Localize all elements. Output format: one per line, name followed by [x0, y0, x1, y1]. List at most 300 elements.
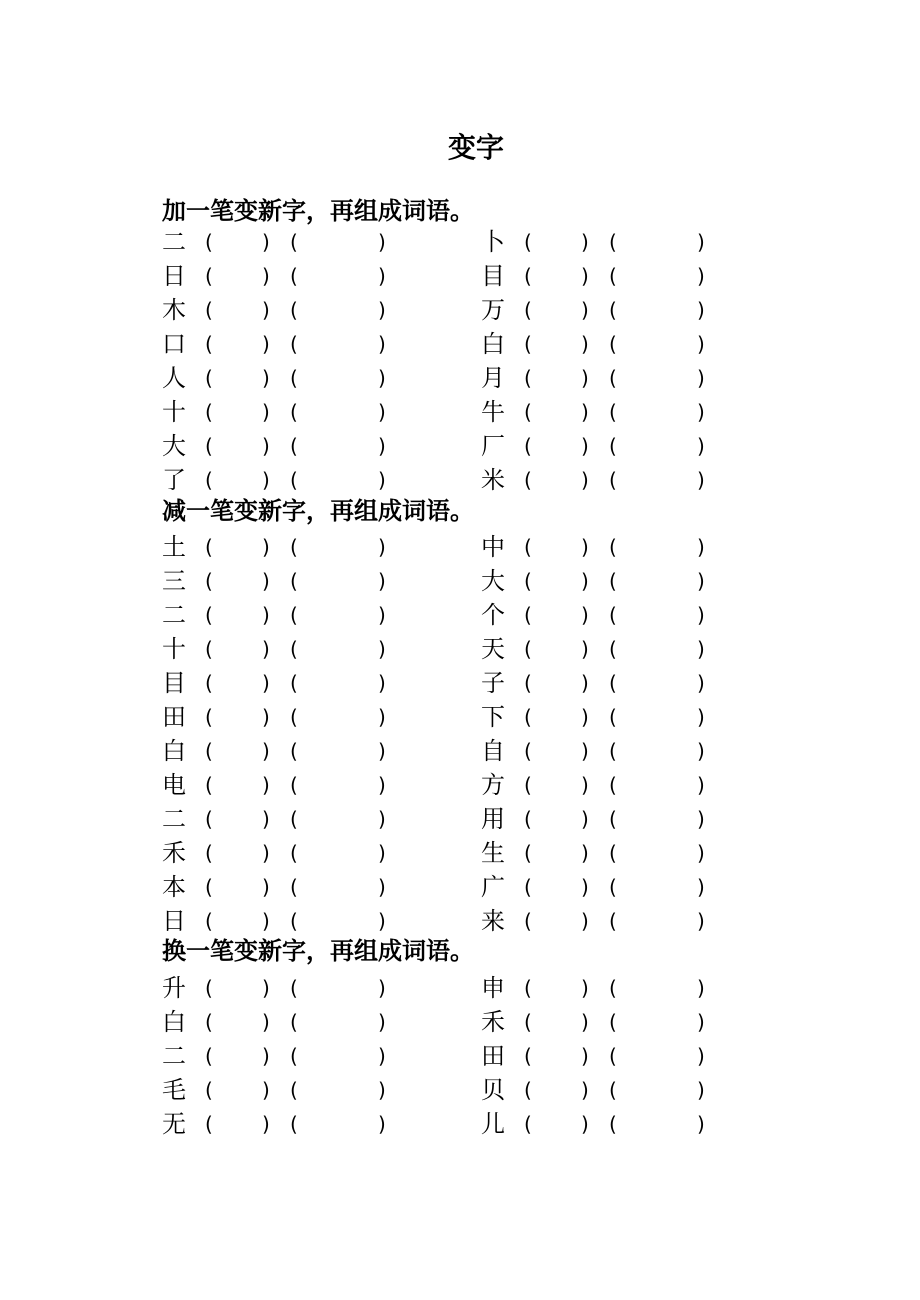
exercise-row: [162, 1107, 722, 1141]
new-character-blank-open[interactable]: (: [205, 909, 213, 933]
new-character-blank-open[interactable]: (: [524, 875, 532, 899]
word-blank-open[interactable]: (: [609, 400, 617, 424]
exercise-item: [162, 327, 462, 361]
exercise-item: [481, 904, 781, 938]
new-character-blank-close[interactable]: ): [262, 739, 270, 763]
word-blank-close[interactable]: ): [378, 603, 386, 627]
exercise-item: [481, 429, 781, 463]
source-character: 个: [481, 601, 505, 629]
new-character-blank-open[interactable]: (: [524, 603, 532, 627]
word-blank-open[interactable]: (: [290, 773, 298, 797]
word-blank-close[interactable]: ): [378, 909, 386, 933]
new-character-blank-open[interactable]: (: [524, 400, 532, 424]
new-character-blank-close[interactable]: ): [581, 1010, 589, 1034]
exercise-item: [162, 530, 462, 564]
exercise-item: [162, 429, 462, 463]
new-character-blank-close[interactable]: ): [581, 1112, 589, 1136]
word-blank-open[interactable]: (: [290, 909, 298, 933]
word-blank-close[interactable]: ): [697, 671, 705, 695]
word-blank-close[interactable]: ): [697, 1078, 705, 1102]
new-character-blank-open[interactable]: (: [205, 671, 213, 695]
word-blank-close[interactable]: ): [378, 739, 386, 763]
word-blank-open[interactable]: (: [609, 230, 617, 254]
new-character-blank-open[interactable]: (: [205, 773, 213, 797]
new-character-blank-open[interactable]: (: [524, 434, 532, 458]
word-blank-open[interactable]: (: [290, 264, 298, 288]
exercise-item: [162, 225, 462, 259]
word-blank-close[interactable]: ): [697, 603, 705, 627]
word-blank-open[interactable]: (: [290, 400, 298, 424]
new-character-blank-open[interactable]: (: [205, 1078, 213, 1102]
word-blank-open[interactable]: (: [290, 739, 298, 763]
word-blank-open[interactable]: (: [290, 434, 298, 458]
new-character-blank-close[interactable]: ): [581, 976, 589, 1000]
source-character: 卜: [481, 228, 505, 256]
exercise-row: [162, 293, 722, 327]
new-character-blank-open[interactable]: (: [205, 1010, 213, 1034]
exercise-item: [481, 632, 781, 666]
word-blank-open[interactable]: (: [290, 705, 298, 729]
word-blank-open[interactable]: (: [290, 230, 298, 254]
word-blank-open[interactable]: (: [609, 705, 617, 729]
new-character-blank-close[interactable]: ): [581, 535, 589, 559]
source-character: 方: [481, 771, 505, 799]
source-character: 十: [162, 635, 186, 663]
new-character-blank-close[interactable]: ): [581, 603, 589, 627]
word-blank-open[interactable]: (: [609, 807, 617, 831]
exercise-item: [162, 463, 462, 497]
word-blank-close[interactable]: ): [697, 569, 705, 593]
new-character-blank-close[interactable]: ): [581, 230, 589, 254]
new-character-blank-close[interactable]: ): [581, 909, 589, 933]
source-character: 日: [162, 907, 186, 935]
new-character-blank-close[interactable]: ): [262, 400, 270, 424]
new-character-blank-open[interactable]: (: [524, 230, 532, 254]
word-blank-close[interactable]: ): [378, 1112, 386, 1136]
exercise-row: [162, 904, 722, 938]
new-character-blank-close[interactable]: ): [262, 569, 270, 593]
exercise-row: [162, 564, 722, 598]
word-blank-open[interactable]: (: [290, 1044, 298, 1068]
word-blank-close[interactable]: ): [697, 1044, 705, 1068]
word-blank-close[interactable]: ): [697, 909, 705, 933]
word-blank-open[interactable]: (: [609, 569, 617, 593]
word-blank-open[interactable]: (: [290, 807, 298, 831]
word-blank-close[interactable]: ): [697, 705, 705, 729]
word-blank-open[interactable]: (: [609, 434, 617, 458]
exercise-item: [481, 1005, 781, 1039]
word-blank-close[interactable]: ): [378, 1044, 386, 1068]
new-character-blank-close[interactable]: ): [262, 1044, 270, 1068]
source-character: 无: [162, 1110, 186, 1138]
source-character: 贝: [481, 1076, 505, 1104]
source-character: 中: [481, 533, 505, 561]
word-blank-open[interactable]: (: [609, 637, 617, 661]
word-blank-open[interactable]: (: [290, 332, 298, 356]
exercise-row: [162, 463, 722, 497]
exercise-row: [162, 429, 722, 463]
word-blank-close[interactable]: ): [378, 671, 386, 695]
new-character-blank-open[interactable]: (: [524, 569, 532, 593]
word-blank-open[interactable]: (: [609, 603, 617, 627]
word-blank-close[interactable]: ): [697, 1010, 705, 1034]
word-blank-open[interactable]: (: [609, 468, 617, 492]
word-blank-close[interactable]: ): [378, 298, 386, 322]
source-character: 电: [162, 771, 186, 799]
exercise-row: [162, 870, 722, 904]
new-character-blank-close[interactable]: ): [262, 1010, 270, 1034]
new-character-blank-open[interactable]: (: [205, 705, 213, 729]
source-character: 自: [481, 737, 505, 765]
new-character-blank-close[interactable]: ): [262, 875, 270, 899]
word-blank-close[interactable]: ): [697, 976, 705, 1000]
new-character-blank-open[interactable]: (: [205, 637, 213, 661]
new-character-blank-open[interactable]: (: [524, 1078, 532, 1102]
exercise-item: [162, 259, 462, 293]
exercise-item: [481, 1039, 781, 1073]
word-blank-open[interactable]: (: [290, 671, 298, 695]
new-character-blank-close[interactable]: ): [262, 705, 270, 729]
exercise-item: [481, 1107, 781, 1141]
exercise-item: [481, 293, 781, 327]
new-character-blank-open[interactable]: (: [524, 1044, 532, 1068]
exercise-item: [162, 395, 462, 429]
exercise-row: [162, 971, 722, 1005]
source-character: 白: [162, 737, 186, 765]
exercise-row: [162, 327, 722, 361]
new-character-blank-close[interactable]: ): [581, 637, 589, 661]
exercise-row: [162, 1005, 722, 1039]
source-character: 来: [481, 907, 505, 935]
word-blank-close[interactable]: ): [697, 739, 705, 763]
word-blank-close[interactable]: ): [697, 468, 705, 492]
word-blank-open[interactable]: (: [290, 535, 298, 559]
word-blank-open[interactable]: (: [609, 976, 617, 1000]
exercise-item: [481, 700, 781, 734]
new-character-blank-open[interactable]: (: [205, 535, 213, 559]
new-character-blank-open[interactable]: (: [205, 298, 213, 322]
exercise-item: [481, 734, 781, 768]
new-character-blank-close[interactable]: ): [581, 332, 589, 356]
exercise-item: [481, 530, 781, 564]
exercise-item: [162, 971, 462, 1005]
word-blank-close[interactable]: ): [378, 705, 386, 729]
new-character-blank-open[interactable]: (: [524, 468, 532, 492]
new-character-blank-open[interactable]: (: [205, 569, 213, 593]
word-blank-close[interactable]: ): [378, 535, 386, 559]
word-blank-open[interactable]: (: [290, 603, 298, 627]
new-character-blank-open[interactable]: (: [524, 739, 532, 763]
exercise-item: [481, 598, 781, 632]
word-blank-open[interactable]: (: [290, 298, 298, 322]
source-character: 万: [481, 296, 505, 324]
new-character-blank-open[interactable]: (: [524, 807, 532, 831]
source-character: 生: [481, 839, 505, 867]
word-blank-close[interactable]: ): [378, 1078, 386, 1102]
new-character-blank-open[interactable]: (: [524, 535, 532, 559]
exercise-item: [162, 632, 462, 666]
new-character-blank-close[interactable]: ): [581, 468, 589, 492]
new-character-blank-open[interactable]: (: [205, 468, 213, 492]
new-character-blank-open[interactable]: (: [524, 671, 532, 695]
word-blank-open[interactable]: (: [609, 875, 617, 899]
exercise-item: [481, 870, 781, 904]
word-blank-open[interactable]: (: [609, 671, 617, 695]
new-character-blank-close[interactable]: ): [581, 739, 589, 763]
word-blank-close[interactable]: ): [697, 400, 705, 424]
word-blank-close[interactable]: ): [697, 875, 705, 899]
word-blank-close[interactable]: ): [697, 841, 705, 865]
new-character-blank-close[interactable]: ): [262, 773, 270, 797]
word-blank-close[interactable]: ): [378, 400, 386, 424]
exercise-row: [162, 632, 722, 666]
exercise-item: [162, 293, 462, 327]
exercise-item: [162, 768, 462, 802]
source-character: 木: [162, 296, 186, 324]
word-blank-open[interactable]: (: [609, 739, 617, 763]
source-character: 牛: [481, 398, 505, 426]
word-blank-close[interactable]: ): [378, 637, 386, 661]
word-blank-close[interactable]: ): [378, 773, 386, 797]
exercise-item: [481, 1073, 781, 1107]
new-character-blank-close[interactable]: ): [262, 807, 270, 831]
word-blank-close[interactable]: ): [697, 1112, 705, 1136]
source-character: 升: [162, 974, 186, 1002]
word-blank-open[interactable]: (: [609, 909, 617, 933]
new-character-blank-close[interactable]: ): [581, 569, 589, 593]
new-character-blank-close[interactable]: ): [262, 671, 270, 695]
word-blank-close[interactable]: ): [697, 298, 705, 322]
exercise-item: [481, 971, 781, 1005]
word-blank-open[interactable]: (: [290, 1078, 298, 1102]
new-character-blank-close[interactable]: ): [581, 671, 589, 695]
word-blank-close[interactable]: ): [378, 366, 386, 390]
new-character-blank-close[interactable]: ): [581, 773, 589, 797]
exercise-item: [162, 836, 462, 870]
new-character-blank-open[interactable]: (: [205, 400, 213, 424]
source-character: 子: [481, 669, 505, 697]
new-character-blank-open[interactable]: (: [205, 976, 213, 1000]
source-character: 月: [481, 364, 505, 392]
new-character-blank-close[interactable]: ): [262, 366, 270, 390]
source-character: 用: [481, 805, 505, 833]
word-blank-close[interactable]: ): [697, 366, 705, 390]
exercise-row: [162, 1039, 722, 1073]
new-character-blank-close[interactable]: ): [581, 841, 589, 865]
new-character-blank-open[interactable]: (: [205, 1044, 213, 1068]
word-blank-close[interactable]: ): [378, 976, 386, 1000]
exercise-row: [162, 734, 722, 768]
source-character: 儿: [481, 1110, 505, 1138]
word-blank-open[interactable]: (: [609, 298, 617, 322]
source-character: 毛: [162, 1076, 186, 1104]
exercise-item: [162, 666, 462, 700]
new-character-blank-open[interactable]: (: [524, 909, 532, 933]
new-character-blank-open[interactable]: (: [205, 875, 213, 899]
word-blank-open[interactable]: (: [290, 841, 298, 865]
source-character: 田: [162, 703, 186, 731]
exercise-item: [162, 904, 462, 938]
new-character-blank-close[interactable]: ): [262, 434, 270, 458]
exercise-item: [162, 870, 462, 904]
new-character-blank-close[interactable]: ): [262, 637, 270, 661]
word-blank-close[interactable]: ): [378, 569, 386, 593]
source-character: 田: [481, 1042, 505, 1070]
new-character-blank-close[interactable]: ): [262, 976, 270, 1000]
new-character-blank-close[interactable]: ): [262, 909, 270, 933]
source-character: 土: [162, 533, 186, 561]
new-character-blank-open[interactable]: (: [524, 637, 532, 661]
word-blank-open[interactable]: (: [609, 1010, 617, 1034]
word-blank-open[interactable]: (: [290, 637, 298, 661]
source-character: 申: [481, 974, 505, 1002]
exercise-row: [162, 802, 722, 836]
section-heading: 减一笔变新字，再组成词语。: [162, 497, 474, 525]
exercise-item: [481, 836, 781, 870]
word-blank-open[interactable]: (: [609, 332, 617, 356]
exercise-item: [162, 700, 462, 734]
word-blank-close[interactable]: ): [697, 773, 705, 797]
new-character-blank-close[interactable]: ): [581, 434, 589, 458]
word-blank-close[interactable]: ): [378, 468, 386, 492]
word-blank-close[interactable]: ): [697, 230, 705, 254]
exercise-item: [162, 734, 462, 768]
new-character-blank-close[interactable]: ): [581, 875, 589, 899]
new-character-blank-close[interactable]: ): [262, 603, 270, 627]
new-character-blank-close[interactable]: ): [581, 705, 589, 729]
new-character-blank-close[interactable]: ): [581, 400, 589, 424]
new-character-blank-open[interactable]: (: [524, 773, 532, 797]
source-character: 下: [481, 703, 505, 731]
word-blank-close[interactable]: ): [697, 535, 705, 559]
new-character-blank-close[interactable]: ): [262, 332, 270, 356]
new-character-blank-open[interactable]: (: [205, 264, 213, 288]
exercise-item: [481, 463, 781, 497]
new-character-blank-close[interactable]: ): [581, 1078, 589, 1102]
word-blank-open[interactable]: (: [609, 1112, 617, 1136]
word-blank-close[interactable]: ): [378, 264, 386, 288]
source-character: 目: [162, 669, 186, 697]
exercise-row: [162, 666, 722, 700]
word-blank-open[interactable]: (: [290, 366, 298, 390]
source-character: 广: [481, 873, 505, 901]
exercise-row: [162, 598, 722, 632]
source-character: 二: [162, 228, 186, 256]
source-character: 二: [162, 1042, 186, 1070]
new-character-blank-open[interactable]: (: [205, 366, 213, 390]
new-character-blank-open[interactable]: (: [524, 264, 532, 288]
exercise-row: [162, 395, 722, 429]
source-character: 了: [162, 466, 186, 494]
word-blank-close[interactable]: ): [697, 332, 705, 356]
new-character-blank-close[interactable]: ): [262, 230, 270, 254]
word-blank-close[interactable]: ): [378, 1010, 386, 1034]
exercise-item: [162, 1039, 462, 1073]
word-blank-close[interactable]: ): [378, 434, 386, 458]
new-character-blank-close[interactable]: ): [581, 807, 589, 831]
word-blank-open[interactable]: (: [609, 264, 617, 288]
word-blank-open[interactable]: (: [290, 976, 298, 1000]
new-character-blank-open[interactable]: (: [524, 841, 532, 865]
new-character-blank-close[interactable]: ): [581, 1044, 589, 1068]
word-blank-close[interactable]: ): [378, 807, 386, 831]
word-blank-close[interactable]: ): [697, 264, 705, 288]
new-character-blank-open[interactable]: (: [524, 332, 532, 356]
source-character: 米: [481, 466, 505, 494]
word-blank-close[interactable]: ): [697, 637, 705, 661]
new-character-blank-close[interactable]: ): [581, 298, 589, 322]
exercise-item: [481, 666, 781, 700]
exercise-item: [481, 768, 781, 802]
word-blank-open[interactable]: (: [609, 1078, 617, 1102]
source-character: 三: [162, 567, 186, 595]
new-character-blank-open[interactable]: (: [524, 1112, 532, 1136]
source-character: 禾: [481, 1008, 505, 1036]
word-blank-close[interactable]: ): [697, 434, 705, 458]
new-character-blank-open[interactable]: (: [205, 841, 213, 865]
exercise-item: [481, 395, 781, 429]
word-blank-open[interactable]: (: [290, 1010, 298, 1034]
section-heading: 加一笔变新字，再组成词语。: [162, 197, 474, 225]
new-character-blank-close[interactable]: ): [262, 841, 270, 865]
source-character: 大: [162, 432, 186, 460]
new-character-blank-open[interactable]: (: [205, 332, 213, 356]
new-character-blank-open[interactable]: (: [205, 739, 213, 763]
word-blank-open[interactable]: (: [609, 773, 617, 797]
word-blank-open[interactable]: (: [609, 1044, 617, 1068]
new-character-blank-open[interactable]: (: [205, 1112, 213, 1136]
word-blank-close[interactable]: ): [378, 332, 386, 356]
word-blank-open[interactable]: (: [609, 535, 617, 559]
new-character-blank-close[interactable]: ): [262, 468, 270, 492]
new-character-blank-open[interactable]: (: [524, 976, 532, 1000]
new-character-blank-open[interactable]: (: [205, 434, 213, 458]
source-character: 白: [481, 330, 505, 358]
new-character-blank-close[interactable]: ): [262, 535, 270, 559]
word-blank-open[interactable]: (: [290, 569, 298, 593]
new-character-blank-close[interactable]: ): [581, 366, 589, 390]
word-blank-open[interactable]: (: [290, 875, 298, 899]
exercise-row: [162, 259, 722, 293]
new-character-blank-open[interactable]: (: [205, 230, 213, 254]
new-character-blank-close[interactable]: ): [262, 1112, 270, 1136]
new-character-blank-open[interactable]: (: [205, 807, 213, 831]
new-character-blank-open[interactable]: (: [524, 366, 532, 390]
new-character-blank-open[interactable]: (: [524, 298, 532, 322]
new-character-blank-close[interactable]: ): [262, 298, 270, 322]
exercise-row: [162, 768, 722, 802]
new-character-blank-open[interactable]: (: [524, 705, 532, 729]
word-blank-open[interactable]: (: [609, 841, 617, 865]
source-character: 目: [481, 262, 505, 290]
word-blank-open[interactable]: (: [290, 468, 298, 492]
word-blank-close[interactable]: ): [378, 841, 386, 865]
new-character-blank-open[interactable]: (: [524, 1010, 532, 1034]
word-blank-open[interactable]: (: [290, 1112, 298, 1136]
source-character: 禾: [162, 839, 186, 867]
new-character-blank-close[interactable]: ): [262, 1078, 270, 1102]
exercise-item: [162, 1107, 462, 1141]
word-blank-close[interactable]: ): [378, 875, 386, 899]
word-blank-close[interactable]: ): [378, 230, 386, 254]
word-blank-close[interactable]: ): [697, 807, 705, 831]
new-character-blank-close[interactable]: ): [581, 264, 589, 288]
new-character-blank-open[interactable]: (: [205, 603, 213, 627]
source-character: 人: [162, 364, 186, 392]
word-blank-open[interactable]: (: [609, 366, 617, 390]
new-character-blank-close[interactable]: ): [262, 264, 270, 288]
source-character: 白: [162, 1008, 186, 1036]
